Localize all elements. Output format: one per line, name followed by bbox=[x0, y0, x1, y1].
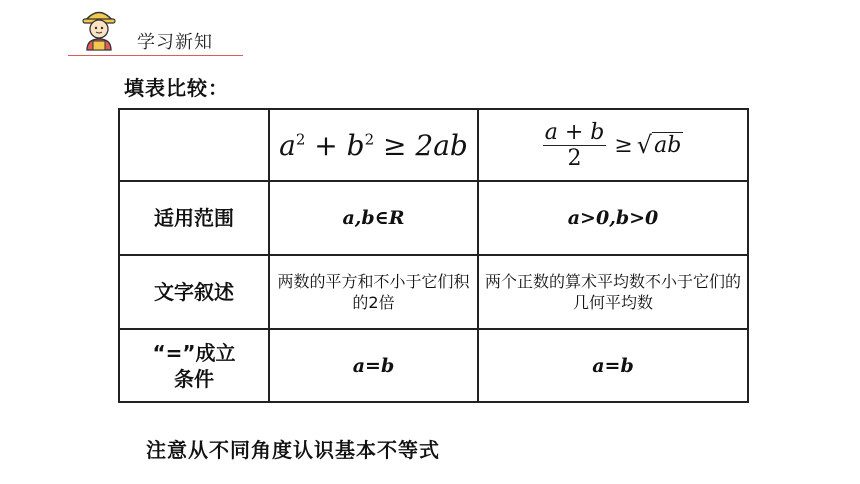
table-cell: a>0,b>0 bbox=[478, 181, 748, 255]
table-row bbox=[119, 255, 748, 329]
row-label: “=”成立 条件 bbox=[119, 329, 269, 402]
table-row bbox=[119, 109, 748, 181]
mascot-icon bbox=[78, 2, 120, 52]
table-cell: a,b∈R bbox=[269, 181, 478, 255]
row-label: 文字叙述 bbox=[119, 255, 269, 329]
table-row bbox=[119, 181, 748, 255]
table-cell: a=b bbox=[269, 329, 478, 402]
header-divider bbox=[68, 55, 243, 56]
formula-cell-1 bbox=[269, 109, 478, 181]
empty-corner-cell bbox=[119, 109, 269, 181]
sqrt-symbol: √ bbox=[636, 131, 653, 159]
comparison-table bbox=[118, 108, 749, 403]
formula-cell-2 bbox=[478, 109, 748, 181]
page-heading: 填表比较： bbox=[124, 76, 229, 100]
note-text: 注意从不同角度认识基本不等式 bbox=[146, 438, 440, 462]
table-cell: a=b bbox=[478, 329, 748, 402]
table-row bbox=[119, 329, 748, 402]
fraction: a + b 2 bbox=[544, 119, 605, 171]
table-cell: 两个正数的算术平均数不小于它们的几何平均数 bbox=[478, 255, 748, 329]
section-title: 学习新知 bbox=[137, 32, 213, 53]
formula-mean-inequality: a + b 2 ≥ √ ab bbox=[544, 119, 682, 171]
formula-sum-of-squares: $a^2 + b^2 \ge 2ab$ bbox=[279, 128, 468, 162]
row-label: 适用范围 bbox=[119, 181, 269, 255]
table-cell: 两数的平方和不小于它们积的2倍 bbox=[269, 255, 478, 329]
